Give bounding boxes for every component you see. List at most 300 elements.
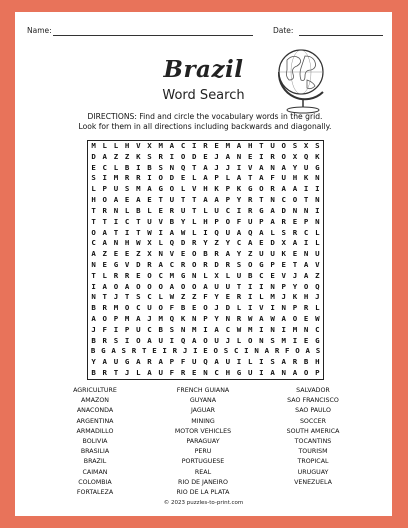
grid-cell[interactable]: O [180, 281, 186, 291]
grid-cell[interactable]: J [292, 270, 298, 280]
date-line[interactable] [299, 35, 383, 36]
grid-cell[interactable]: T [259, 141, 264, 150]
grid-cell[interactable]: O [281, 141, 286, 150]
grid-cell[interactable]: N [315, 195, 320, 205]
grid-cell[interactable]: F [203, 292, 208, 302]
grid-cell[interactable]: I [192, 141, 197, 150]
grid-cell[interactable]: A [203, 195, 208, 205]
grid-cell[interactable]: I [203, 324, 208, 334]
grid-cell[interactable]: I [102, 173, 107, 183]
grid-cell[interactable]: U [147, 303, 152, 313]
grid-cell[interactable]: J [214, 303, 219, 313]
grid-cell[interactable]: S [315, 141, 320, 150]
grid-cell[interactable]: O [147, 281, 152, 291]
grid-cell[interactable]: I [124, 227, 130, 237]
grid-cell[interactable]: O [180, 151, 186, 161]
grid-cell[interactable]: I [158, 227, 163, 237]
grid-cell[interactable]: M [91, 141, 96, 150]
grid-cell[interactable]: N [91, 292, 96, 302]
grid-cell[interactable]: W [136, 238, 141, 248]
grid-cell[interactable]: A [259, 314, 264, 323]
grid-cell[interactable]: E [180, 249, 186, 259]
grid-cell[interactable]: U [225, 357, 231, 367]
grid-cell[interactable]: P [113, 314, 119, 323]
grid-cell[interactable]: O [295, 346, 300, 356]
grid-cell[interactable]: E [102, 259, 107, 269]
grid-cell[interactable]: L [158, 292, 163, 302]
grid-cell[interactable]: Y [214, 292, 219, 302]
grid-cell[interactable]: T [292, 259, 298, 269]
grid-cell[interactable]: E [192, 303, 197, 313]
grid-cell[interactable]: R [131, 346, 137, 356]
grid-cell[interactable]: G [259, 205, 264, 215]
grid-cell[interactable]: U [214, 281, 219, 291]
grid-cell[interactable]: I [315, 184, 320, 194]
grid-cell[interactable]: M [113, 173, 119, 183]
grid-cell[interactable]: B [136, 205, 141, 215]
grid-cell[interactable]: S [236, 259, 242, 269]
grid-cell[interactable]: B [180, 303, 186, 313]
grid-cell[interactable]: A [158, 259, 163, 269]
grid-cell[interactable]: R [303, 303, 309, 313]
grid-cell[interactable]: E [124, 195, 130, 205]
grid-cell[interactable]: C [102, 162, 107, 172]
grid-cell[interactable]: D [214, 259, 219, 269]
grid-cell[interactable]: W [180, 227, 186, 237]
grid-cell[interactable]: I [259, 324, 264, 334]
grid-cell[interactable]: C [124, 216, 130, 226]
grid-cell[interactable]: E [147, 195, 152, 205]
grid-cell[interactable]: O [102, 314, 107, 323]
grid-cell[interactable]: S [121, 346, 126, 356]
grid-cell[interactable]: I [259, 357, 264, 367]
grid-cell[interactable]: R [136, 173, 141, 183]
grid-cell[interactable]: E [214, 141, 219, 150]
grid-cell[interactable]: U [136, 324, 141, 334]
grid-cell[interactable]: K [281, 249, 286, 259]
grid-cell[interactable]: M [158, 141, 163, 150]
grid-cell[interactable]: T [141, 346, 147, 356]
grid-cell[interactable]: F [169, 368, 175, 378]
grid-cell[interactable]: R [270, 151, 275, 161]
grid-cell[interactable]: A [136, 357, 141, 367]
grid-cell[interactable]: T [192, 205, 197, 215]
grid-cell[interactable]: O [91, 227, 96, 237]
grid-cell[interactable]: X [214, 270, 219, 280]
grid-cell[interactable]: U [113, 184, 119, 194]
grid-cell[interactable]: B [303, 357, 309, 367]
grid-cell[interactable]: L [315, 238, 320, 248]
grid-cell[interactable]: P [169, 357, 175, 367]
grid-cell[interactable]: N [281, 303, 286, 313]
grid-cell[interactable]: N [303, 249, 309, 259]
grid-cell[interactable]: T [180, 195, 186, 205]
grid-cell[interactable]: H [203, 216, 208, 226]
grid-cell[interactable]: G [101, 346, 106, 356]
grid-cell[interactable]: R [180, 368, 186, 378]
grid-cell[interactable]: J [225, 335, 231, 345]
grid-cell[interactable]: Y [236, 195, 242, 205]
grid-cell[interactable]: P [214, 216, 219, 226]
grid-cell[interactable]: U [169, 195, 175, 205]
grid-cell[interactable]: Y [225, 238, 231, 248]
grid-cell[interactable]: L [259, 292, 264, 302]
grid-cell[interactable]: Q [169, 238, 175, 248]
grid-cell[interactable]: A [292, 184, 298, 194]
grid-cell[interactable]: D [192, 151, 197, 161]
grid-cell[interactable]: E [303, 335, 309, 345]
grid-cell[interactable]: A [192, 335, 197, 345]
grid-cell[interactable]: Y [180, 216, 186, 226]
grid-cell[interactable]: O [158, 173, 163, 183]
grid-cell[interactable]: B [91, 303, 96, 313]
grid-cell[interactable]: G [180, 270, 186, 280]
grid-cell[interactable]: I [303, 184, 309, 194]
grid-cell[interactable]: E [303, 314, 309, 323]
grid-cell[interactable]: N [270, 162, 275, 172]
grid-cell[interactable]: R [225, 259, 231, 269]
grid-cell[interactable]: Q [180, 162, 186, 172]
grid-cell[interactable]: L [158, 238, 163, 248]
grid-cell[interactable]: S [91, 173, 96, 183]
grid-cell[interactable]: T [113, 368, 119, 378]
grid-cell[interactable]: N [281, 368, 286, 378]
grid-cell[interactable]: A [203, 162, 208, 172]
grid-cell[interactable]: L [315, 303, 320, 313]
grid-cell[interactable]: I [292, 335, 298, 345]
grid-cell[interactable]: B [91, 335, 96, 345]
grid-cell[interactable]: A [102, 238, 107, 248]
grid-cell[interactable]: B [124, 162, 130, 172]
grid-cell[interactable]: U [315, 249, 320, 259]
grid-cell[interactable]: A [225, 151, 231, 161]
grid-cell[interactable]: R [247, 195, 253, 205]
grid-cell[interactable]: R [274, 346, 280, 356]
grid-cell[interactable]: N [158, 249, 163, 259]
grid-cell[interactable]: N [292, 205, 298, 215]
grid-cell[interactable]: K [136, 151, 141, 161]
grid-cell[interactable]: D [225, 303, 231, 313]
grid-cell[interactable]: V [158, 216, 163, 226]
grid-cell[interactable]: Z [136, 249, 141, 259]
grid-cell[interactable]: I [247, 292, 253, 302]
grid-cell[interactable]: O [192, 259, 197, 269]
grid-cell[interactable]: J [214, 151, 219, 161]
grid-cell[interactable]: I [247, 281, 253, 291]
grid-cell[interactable]: C [180, 141, 186, 150]
grid-cell[interactable]: E [203, 346, 208, 356]
grid-cell[interactable]: L [180, 184, 186, 194]
grid-cell[interactable]: J [315, 292, 320, 302]
grid-cell[interactable]: R [247, 205, 253, 215]
grid-cell[interactable]: J [214, 162, 219, 172]
grid-cell[interactable]: O [102, 195, 107, 205]
grid-cell[interactable]: E [180, 173, 186, 183]
grid-cell[interactable]: W [270, 314, 275, 323]
grid-cell[interactable]: R [292, 357, 298, 367]
grid-cell[interactable]: U [158, 368, 163, 378]
grid-cell[interactable]: A [281, 357, 286, 367]
grid-cell[interactable]: B [203, 249, 208, 259]
grid-cell[interactable]: Z [113, 151, 119, 161]
grid-cell[interactable]: A [270, 205, 275, 215]
grid-cell[interactable]: R [172, 346, 178, 356]
grid-cell[interactable]: U [236, 270, 242, 280]
grid-cell[interactable]: F [102, 324, 107, 334]
grid-cell[interactable]: W [315, 314, 320, 323]
grid-cell[interactable]: G [236, 368, 242, 378]
grid-cell[interactable]: C [315, 324, 320, 334]
grid-cell[interactable]: J [182, 346, 188, 356]
grid-cell[interactable]: Y [91, 357, 96, 367]
grid-cell[interactable]: L [203, 205, 208, 215]
grid-cell[interactable]: O [247, 335, 253, 345]
grid-cell[interactable]: W [169, 292, 175, 302]
grid-cell[interactable]: C [233, 346, 239, 356]
grid-cell[interactable]: I [259, 368, 264, 378]
grid-cell[interactable]: A [247, 238, 253, 248]
grid-cell[interactable]: J [147, 314, 152, 323]
grid-cell[interactable]: Y [214, 314, 219, 323]
grid-cell[interactable]: L [102, 141, 107, 150]
grid-cell[interactable]: A [303, 270, 309, 280]
grid-cell[interactable]: N [303, 205, 309, 215]
grid-cell[interactable]: E [136, 270, 141, 280]
grid-cell[interactable]: V [124, 259, 130, 269]
grid-cell[interactable]: B [169, 216, 175, 226]
grid-cell[interactable]: A [303, 259, 309, 269]
grid-cell[interactable]: T [91, 205, 96, 215]
grid-cell[interactable]: N [180, 324, 186, 334]
grid-cell[interactable]: O [247, 259, 253, 269]
grid-cell[interactable]: A [292, 368, 298, 378]
grid-cell[interactable]: I [136, 162, 141, 172]
grid-cell[interactable]: G [124, 357, 130, 367]
grid-cell[interactable]: A [305, 346, 310, 356]
grid-cell[interactable]: S [124, 184, 130, 194]
grid-cell[interactable]: G [315, 162, 320, 172]
grid-cell[interactable]: M [136, 184, 141, 194]
grid-cell[interactable]: E [124, 249, 130, 259]
grid-cell[interactable]: H [225, 368, 231, 378]
grid-cell[interactable]: L [270, 227, 275, 237]
grid-cell[interactable]: L [203, 270, 208, 280]
grid-cell[interactable]: D [180, 238, 186, 248]
grid-cell[interactable]: R [147, 357, 152, 367]
grid-cell[interactable]: T [192, 162, 197, 172]
grid-cell[interactable]: R [270, 184, 275, 194]
grid-cell[interactable]: R [292, 227, 298, 237]
grid-cell[interactable]: A [169, 141, 175, 150]
grid-cell[interactable]: U [247, 216, 253, 226]
grid-cell[interactable]: I [203, 227, 208, 237]
grid-cell[interactable]: O [158, 303, 163, 313]
grid-cell[interactable]: K [292, 292, 298, 302]
grid-cell[interactable]: N [254, 346, 259, 356]
grid-cell[interactable]: M [158, 314, 163, 323]
grid-cell[interactable]: I [169, 335, 175, 345]
grid-cell[interactable]: O [113, 281, 119, 291]
grid-cell[interactable]: A [281, 162, 286, 172]
grid-cell[interactable]: S [270, 357, 275, 367]
grid-cell[interactable]: I [270, 303, 275, 313]
grid-cell[interactable]: L [113, 162, 119, 172]
grid-cell[interactable]: P [102, 184, 107, 194]
grid-cell[interactable]: Y [292, 281, 298, 291]
grid-cell[interactable]: L [192, 227, 197, 237]
grid-cell[interactable]: A [111, 346, 116, 356]
grid-cell[interactable]: C [158, 270, 163, 280]
grid-cell[interactable]: A [91, 314, 96, 323]
grid-cell[interactable]: Y [203, 238, 208, 248]
grid-cell[interactable]: D [136, 259, 141, 269]
grid-cell[interactable]: Z [315, 270, 320, 280]
grid-cell[interactable]: O [169, 184, 175, 194]
grid-cell[interactable]: T [136, 227, 141, 237]
grid-cell[interactable]: L [236, 303, 242, 313]
grid-cell[interactable]: A [203, 281, 208, 291]
grid-cell[interactable]: E [281, 259, 286, 269]
grid-cell[interactable]: J [124, 368, 130, 378]
grid-cell[interactable]: T [303, 195, 309, 205]
grid-cell[interactable]: A [236, 227, 242, 237]
grid-cell[interactable]: C [136, 303, 141, 313]
grid-cell[interactable]: C [214, 368, 219, 378]
grid-cell[interactable]: R [102, 335, 107, 345]
grid-cell[interactable]: Z [247, 249, 253, 259]
grid-cell[interactable]: A [259, 173, 264, 183]
grid-cell[interactable]: M [169, 270, 175, 280]
grid-cell[interactable]: F [169, 303, 175, 313]
grid-cell[interactable]: N [303, 324, 309, 334]
grid-cell[interactable]: L [102, 270, 107, 280]
grid-cell[interactable]: R [180, 259, 186, 269]
grid-cell[interactable]: A [136, 314, 141, 323]
grid-cell[interactable]: L [192, 173, 197, 183]
grid-cell[interactable]: E [192, 368, 197, 378]
grid-cell[interactable]: L [225, 173, 231, 183]
grid-cell[interactable]: M [281, 335, 286, 345]
grid-cell[interactable]: O [225, 216, 231, 226]
grid-cell[interactable]: S [292, 141, 298, 150]
grid-cell[interactable]: L [192, 216, 197, 226]
grid-cell[interactable]: P [292, 303, 298, 313]
grid-cell[interactable]: A [214, 195, 219, 205]
grid-cell[interactable]: N [270, 281, 275, 291]
grid-cell[interactable]: X [303, 141, 309, 150]
grid-cell[interactable]: Q [247, 227, 253, 237]
grid-cell[interactable]: P [303, 216, 309, 226]
grid-cell[interactable]: M [192, 324, 197, 334]
grid-cell[interactable]: U [225, 281, 231, 291]
grid-cell[interactable]: A [270, 368, 275, 378]
grid-cell[interactable]: B [90, 346, 96, 356]
grid-cell[interactable]: F [236, 216, 242, 226]
grid-cell[interactable]: J [91, 324, 96, 334]
grid-cell[interactable]: M [247, 324, 253, 334]
grid-cell[interactable]: L [236, 335, 242, 345]
grid-cell[interactable]: O [136, 281, 141, 291]
grid-cell[interactable]: C [281, 195, 286, 205]
grid-cell[interactable]: F [270, 173, 275, 183]
grid-cell[interactable]: R [124, 270, 130, 280]
grid-cell[interactable]: U [192, 357, 197, 367]
grid-cell[interactable]: G [247, 184, 253, 194]
grid-cell[interactable]: O [292, 314, 298, 323]
grid-cell[interactable]: H [124, 238, 130, 248]
grid-cell[interactable]: Q [180, 335, 186, 345]
grid-cell[interactable]: A [270, 216, 275, 226]
grid-cell[interactable]: N [270, 195, 275, 205]
grid-cell[interactable]: E [292, 216, 298, 226]
grid-cell[interactable]: B [91, 368, 96, 378]
grid-cell[interactable]: Z [102, 249, 107, 259]
grid-cell[interactable]: A [264, 346, 270, 356]
grid-cell[interactable]: V [281, 270, 286, 280]
grid-cell[interactable]: U [270, 141, 275, 150]
grid-cell[interactable]: I [303, 238, 309, 248]
grid-cell[interactable]: I [236, 205, 242, 215]
grid-cell[interactable]: N [203, 368, 208, 378]
grid-cell[interactable]: I [259, 151, 264, 161]
grid-cell[interactable]: T [91, 270, 96, 280]
grid-cell[interactable]: T [136, 216, 141, 226]
grid-cell[interactable]: U [147, 216, 152, 226]
grid-cell[interactable]: L [124, 205, 130, 215]
grid-cell[interactable]: I [281, 324, 286, 334]
grid-cell[interactable]: Q [315, 281, 320, 291]
grid-cell[interactable]: W [236, 324, 242, 334]
grid-cell[interactable]: A [236, 173, 242, 183]
grid-cell[interactable]: H [247, 141, 253, 150]
grid-cell[interactable]: P [315, 368, 320, 378]
grid-cell[interactable]: E [259, 238, 264, 248]
grid-cell[interactable]: L [147, 205, 152, 215]
grid-cell[interactable]: A [214, 357, 219, 367]
grid-cell[interactable]: X [281, 238, 286, 248]
grid-cell[interactable]: K [236, 184, 242, 194]
name-line[interactable] [53, 35, 253, 36]
grid-cell[interactable]: C [147, 324, 152, 334]
grid-cell[interactable]: M [270, 292, 275, 302]
grid-cell[interactable]: U [270, 249, 275, 259]
grid-cell[interactable]: S [113, 335, 119, 345]
grid-cell[interactable]: T [102, 216, 107, 226]
grid-cell[interactable]: Q [303, 151, 309, 161]
grid-cell[interactable]: A [147, 184, 152, 194]
grid-cell[interactable]: P [281, 281, 286, 291]
grid-cell[interactable]: Y [236, 249, 242, 259]
grid-cell[interactable]: I [113, 216, 119, 226]
grid-cell[interactable]: P [225, 195, 231, 205]
grid-cell[interactable]: C [147, 292, 152, 302]
grid-cell[interactable]: M [225, 141, 231, 150]
grid-cell[interactable]: T [192, 195, 197, 205]
grid-cell[interactable]: M [292, 324, 298, 334]
grid-cell[interactable]: A [147, 368, 152, 378]
grid-cell[interactable]: G [315, 335, 320, 345]
grid-cell[interactable]: A [102, 281, 107, 291]
grid-cell[interactable]: Q [203, 357, 208, 367]
grid-cell[interactable]: A [102, 357, 107, 367]
grid-cell[interactable]: R [113, 270, 119, 280]
grid-cell[interactable]: O [192, 281, 197, 291]
grid-cell[interactable]: E [91, 162, 96, 172]
grid-cell[interactable]: Q [214, 227, 219, 237]
grid-cell[interactable]: Z [180, 292, 186, 302]
grid-cell[interactable]: N [192, 314, 197, 323]
grid-cell[interactable]: A [281, 184, 286, 194]
